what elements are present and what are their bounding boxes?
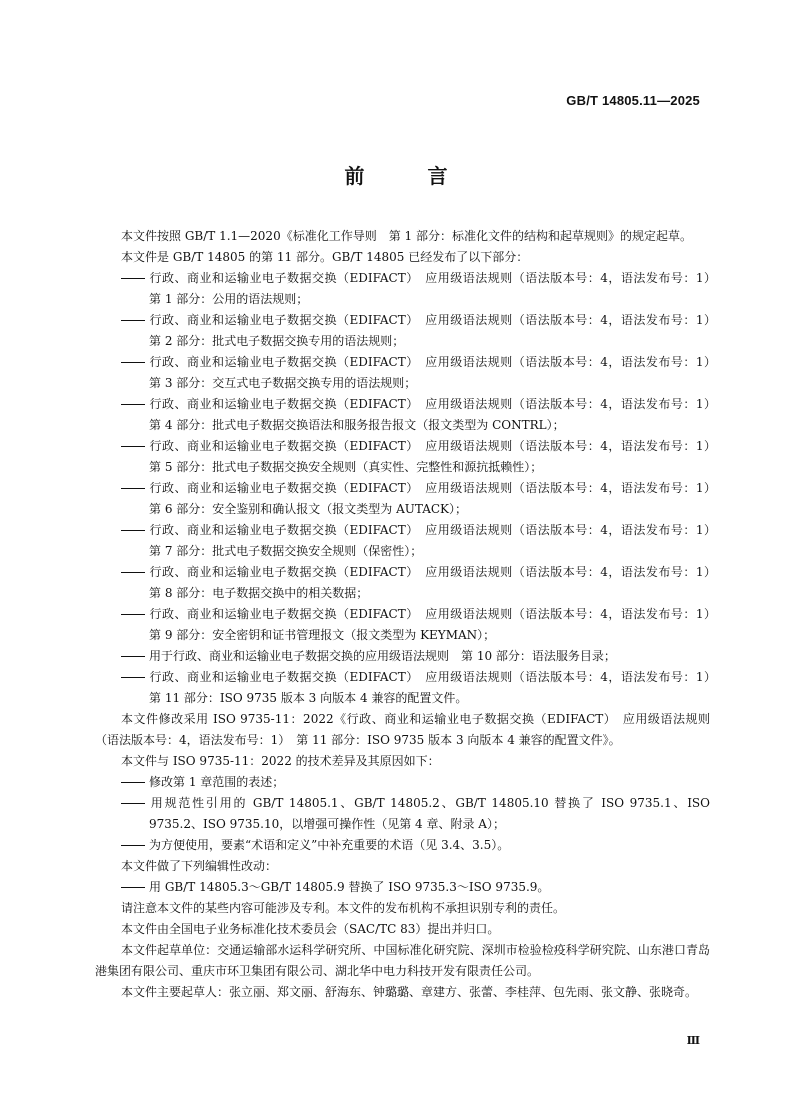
- list-item: [95, 352, 723, 394]
- dash-bullet: [121, 793, 149, 814]
- paragraph-text: 行政、商业和运输业电子数据交换（EDIFACT） 应用级语法规则（语法版本号：4，语法发布号：1） 第 3 部分：交互式电子数据交换专用的语法规则；: [149, 355, 723, 390]
- paragraph-text: 本文件主要起草人：张立丽、郑文丽、舒海东、钟璐璐、章建方、张蕾、李桂萍、包先雨、张文静、张晓奇。: [121, 985, 698, 999]
- paragraph-text: 行政、商业和运输业电子数据交换（EDIFACT） 应用级语法规则（语法版本号：4，语法发布号：1） 第 7 部分：批式电子数据交换安全规则（保密性）；: [149, 523, 723, 558]
- list-item: [95, 835, 710, 856]
- list-item: [95, 604, 723, 646]
- paragraph-text: 行政、商业和运输业电子数据交换（EDIFACT） 应用级语法规则（语法版本号：4，语法发布号：1） 第 5 部分：批式电子数据交换安全规则（真实性、完整性和源抗抵赖性）；: [149, 439, 723, 474]
- dash-bullet: [121, 394, 149, 415]
- list-item: [95, 667, 723, 709]
- dash-bullet: [121, 268, 149, 289]
- dash-bullet: [121, 352, 149, 373]
- list-item: [95, 772, 710, 793]
- foreword-body: [95, 226, 723, 1003]
- paragraph-text: 用于行政、商业和运输业电子数据交换的应用级语法规则 第 10 部分：语法服务目录；: [149, 649, 616, 663]
- page-title: 前 言: [344, 164, 476, 188]
- paragraph-text: 本文件与 ISO 9735-11：2022 的技术差异及其原因如下：: [121, 754, 440, 768]
- paragraph-text: 为方便使用，要素“术语和定义”中补充重要的术语（见 3.4、3.5）。: [149, 838, 510, 852]
- paragraph-text: 行政、商业和运输业电子数据交换（EDIFACT） 应用级语法规则（语法版本号：4，语法发布号：1） 第 8 部分：电子数据交换中的相关数据；: [149, 565, 723, 600]
- paragraph-text: 本文件由全国电子业务标准化技术委员会（SAC/TC 83）提出并归口。: [121, 922, 500, 936]
- paragraph-text: 本文件做了下列编辑性改动：: [121, 859, 278, 873]
- list-item: [95, 793, 710, 835]
- dash-bullet: [121, 520, 149, 541]
- dash-bullet: [121, 436, 149, 457]
- list-item: [95, 646, 710, 667]
- list-item: [95, 310, 723, 352]
- paragraph-text: 本文件起草单位：交通运输部水运科学研究所、中国标准化研究院、深圳市检验检疫科学研究院、山东港口青岛港集团有限公司、重庆市环卫集团有限公司、湖北华中电力科技开发有限责任公司。: [95, 943, 710, 978]
- paragraph-text: 用规范性引用的 GB/T 14805.1、GB/T 14805.2、GB/T 14805.10 替换了 ISO 9735.1、ISO 9735.2、ISO 9735.10，以增强可操作性（见第 4 章、附录 A）；: [149, 796, 710, 831]
- dash-bullet: [121, 604, 149, 625]
- paragraph-text: 本文件按照 GB/T 1.1—2020《标准化工作导则 第 1 部分：标准化文件的结构和起草规则》的规定起草。: [121, 229, 692, 243]
- list-item: [95, 394, 723, 436]
- paragraph: [95, 226, 710, 247]
- paragraph-text: 行政、商业和运输业电子数据交换（EDIFACT） 应用级语法规则（语法版本号：4，语法发布号：1） 第 4 部分：批式电子数据交换语法和服务报告报文（报文类型为 CONTRL）；: [149, 397, 723, 432]
- paragraph-text: 行政、商业和运输业电子数据交换（EDIFACT） 应用级语法规则（语法版本号：4，语法发布号：1） 第 11 部分：ISO 9735 版本 3 向版本 4 兼容的配置文件。: [149, 670, 723, 705]
- dash-bullet: [121, 835, 149, 856]
- list-item: [95, 520, 723, 562]
- paragraph-text: 用 GB/T 14805.3～GB/T 14805.9 替换了 ISO 9735.3～ISO 9735.9。: [149, 880, 550, 894]
- paragraph: [95, 856, 710, 877]
- paragraph-text: 行政、商业和运输业电子数据交换（EDIFACT） 应用级语法规则（语法版本号：4，语法发布号：1） 第 1 部分：公用的语法规则；: [149, 271, 723, 306]
- paragraph: [95, 982, 710, 1003]
- paragraph-text: 请注意本文件的某些内容可能涉及专利。本文件的发布机构不承担识别专利的责任。: [121, 901, 566, 915]
- paragraph: [95, 940, 710, 982]
- paragraph-text: 行政、商业和运输业电子数据交换（EDIFACT） 应用级语法规则（语法版本号：4，语法发布号：1） 第 2 部分：批式电子数据交换专用的语法规则；: [149, 313, 723, 348]
- dash-bullet: [121, 562, 149, 583]
- list-item: [95, 268, 723, 310]
- dash-bullet: [121, 667, 149, 688]
- paragraph-text: 修改第 1 章范围的表述；: [149, 775, 285, 789]
- standard-code: GB/T 14805.11—2025: [566, 93, 700, 108]
- paragraph-text: 行政、商业和运输业电子数据交换（EDIFACT） 应用级语法规则（语法版本号：4，语法发布号：1） 第 6 部分：安全鉴别和确认报文（报文类型为 AUTACK）；: [149, 481, 723, 516]
- list-item: [95, 478, 723, 520]
- paragraph-text: 本文件修改采用 ISO 9735-11：2022《行政、商业和运输业电子数据交换（EDIFACT） 应用级语法规则（语法版本号：4，语法发布号：1） 第 11 部分：ISO 9735 版本 3 向版本 4 兼容的配置文件》。: [95, 712, 710, 747]
- paragraph: [95, 898, 710, 919]
- paragraph: [95, 919, 710, 940]
- paragraph: [95, 709, 710, 751]
- paragraph-text: 本文件是 GB/T 14805 的第 11 部分。GB/T 14805 已经发布了以下部分：: [121, 250, 529, 264]
- dash-bullet: [121, 772, 149, 793]
- dash-bullet: [121, 646, 149, 667]
- dash-bullet: [121, 877, 149, 898]
- list-item: [95, 436, 723, 478]
- dash-bullet: [121, 478, 149, 499]
- paragraph-text: 行政、商业和运输业电子数据交换（EDIFACT） 应用级语法规则（语法版本号：4，语法发布号：1） 第 9 部分：安全密钥和证书管理报文（报文类型为 KEYMAN）；: [149, 607, 723, 642]
- list-item: [95, 562, 723, 604]
- dash-bullet: [121, 310, 149, 331]
- list-item: [95, 877, 710, 898]
- page-number: Ⅲ: [686, 1034, 700, 1047]
- paragraph: [95, 247, 710, 268]
- paragraph: [95, 751, 710, 772]
